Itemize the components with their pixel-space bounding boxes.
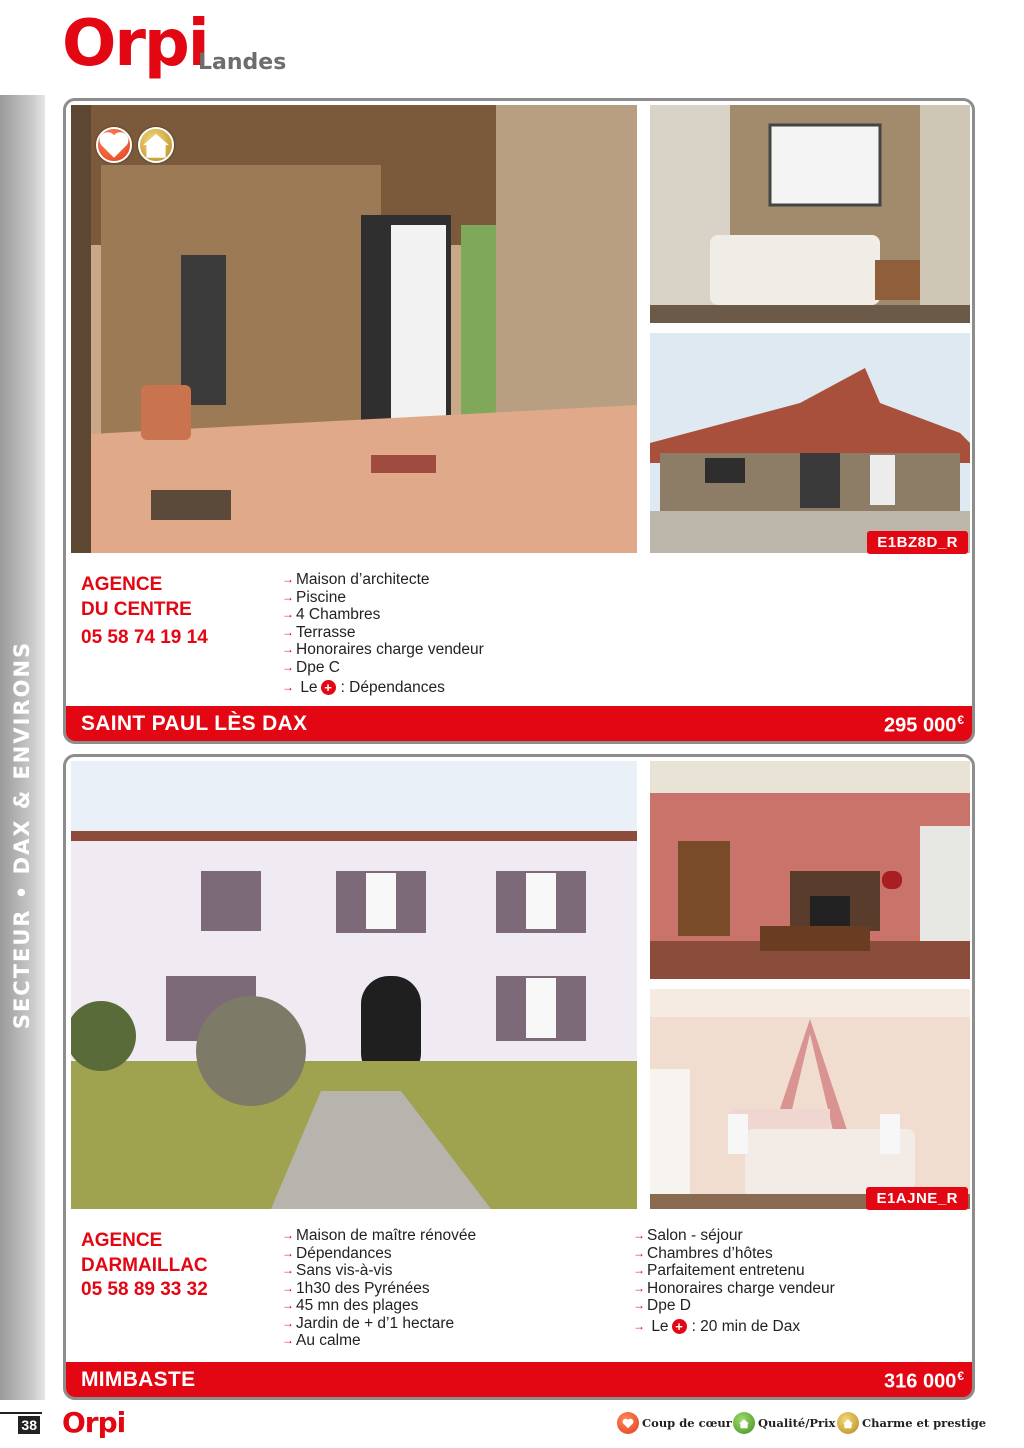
arrow-icon: →	[282, 1228, 294, 1242]
list-item: → Piscine	[282, 588, 346, 606]
coup-de-coeur-icon	[96, 127, 132, 163]
listing-card-1[interactable]	[63, 98, 975, 744]
city-name: MIMBASTE	[81, 1368, 196, 1391]
arrow-icon: →	[282, 1333, 294, 1347]
price: 295 000€	[884, 713, 964, 737]
arrow-icon: →	[633, 1228, 645, 1242]
arrow-icon: →	[282, 1280, 294, 1295]
main-photo-entrance[interactable]	[71, 105, 637, 553]
photo-bedroom-canopy[interactable]	[650, 989, 970, 1209]
sidebar-strip	[0, 95, 45, 1400]
agency-phone[interactable]: 05 58 89 33 32	[81, 1279, 208, 1301]
list-item: → Terrasse	[282, 623, 356, 641]
photo-living-room[interactable]	[650, 761, 970, 979]
listing-footer-bar	[66, 1362, 972, 1397]
heart-house-icon	[617, 1412, 639, 1434]
prestige-house-icon	[837, 1412, 859, 1434]
entrance-photo-illustration	[71, 105, 637, 553]
footer-orpi-logo: Orpi	[62, 1406, 126, 1439]
list-item: → Maison de maître rénovée	[282, 1227, 477, 1244]
arrow-icon: →	[282, 624, 294, 639]
list-item: → Au calme	[282, 1332, 361, 1349]
manor-photo-illustration	[71, 761, 637, 1209]
canopy-bedroom-photo-illustration	[650, 989, 970, 1209]
list-item: → 45 mn des plages	[282, 1297, 419, 1314]
list-item: → Chambres d’hôtes	[633, 1244, 773, 1262]
plus-icon: +	[672, 1319, 687, 1334]
photo-house-exterior[interactable]	[650, 333, 970, 553]
agency-info	[81, 1229, 208, 1303]
agency-info	[81, 573, 208, 651]
list-item: → 1h30 des Pyrénées	[282, 1279, 430, 1297]
list-item: → Salon - séjour	[633, 1227, 743, 1244]
living-room-photo-illustration	[650, 761, 970, 979]
list-item: → Maison d’architecte	[282, 571, 430, 588]
arrow-icon: →	[282, 1263, 294, 1277]
arrow-icon: →	[282, 1245, 294, 1260]
legend-coup-de-coeur: Coup de cœur	[617, 1412, 732, 1434]
price: 316 000€	[884, 1369, 964, 1393]
list-item: → Jardin de + d’1 hectare	[282, 1314, 455, 1332]
reference-badge: E1AJNE_R	[866, 1187, 968, 1210]
page-number: 38	[0, 1412, 42, 1440]
arrow-icon: →	[282, 589, 294, 604]
region-label: Landes	[198, 50, 287, 75]
arrow-icon: →	[633, 1263, 645, 1277]
arrow-icon: →	[282, 1298, 294, 1312]
agency-name: DU CENTRE	[81, 598, 192, 620]
arrow-icon: →	[633, 1318, 645, 1333]
arrow-icon: →	[282, 659, 294, 674]
sector-label: SECTEUR • DAX & ENVIRONS	[10, 640, 34, 1030]
arrow-icon: →	[282, 572, 294, 586]
arrow-icon: →	[282, 1315, 294, 1330]
arrow-icon: →	[282, 680, 294, 694]
plus-icon: +	[321, 680, 336, 695]
listing-card-2[interactable]	[63, 754, 975, 1400]
exterior-photo-illustration	[650, 333, 970, 553]
arrow-icon: →	[282, 642, 294, 656]
bedroom-photo-illustration	[650, 105, 970, 323]
reference-badge: E1BZ8D_R	[867, 531, 968, 554]
main-photo-manor[interactable]	[71, 761, 637, 1209]
features-list	[282, 571, 484, 697]
list-item: → Sans vis-à-vis	[282, 1262, 393, 1279]
list-item: → Dpe C	[282, 658, 340, 676]
features-list-right	[633, 1227, 835, 1335]
orpi-logo: Orpi	[62, 7, 208, 81]
legend-qualite-prix: Qualité/Prix	[733, 1412, 835, 1434]
le-plus-item: → Le + : 20 min de Dax	[633, 1317, 801, 1335]
photo-bedroom[interactable]	[650, 105, 970, 323]
le-plus-item: → Le + : Dépendances	[282, 679, 445, 696]
arrow-icon: →	[282, 607, 294, 621]
agency-name: DARMAILLAC	[81, 1254, 208, 1276]
legend-charme-et-prestige: Charme et prestige	[837, 1412, 986, 1434]
arrow-icon: →	[633, 1245, 645, 1260]
charme-et-prestige-icon	[138, 127, 174, 163]
agency-label: AGENCE	[81, 574, 163, 595]
list-item: → Dépendances	[282, 1244, 392, 1262]
list-item: → Honoraires charge vendeur	[633, 1279, 835, 1297]
agency-phone[interactable]: 05 58 74 19 14	[81, 627, 208, 649]
list-item: → Parfaitement entretenu	[633, 1262, 805, 1279]
list-item: → Honoraires charge vendeur	[282, 641, 484, 658]
listing-footer-bar	[66, 706, 972, 741]
agency-label: AGENCE	[81, 1230, 163, 1251]
euro-house-icon	[733, 1412, 755, 1434]
features-list-left	[282, 1227, 476, 1350]
arrow-icon: →	[633, 1280, 645, 1295]
list-item: → 4 Chambres	[282, 606, 381, 623]
city-name: SAINT PAUL LÈS DAX	[81, 712, 308, 735]
arrow-icon: →	[633, 1298, 645, 1312]
list-item: → Dpe D	[633, 1297, 691, 1314]
